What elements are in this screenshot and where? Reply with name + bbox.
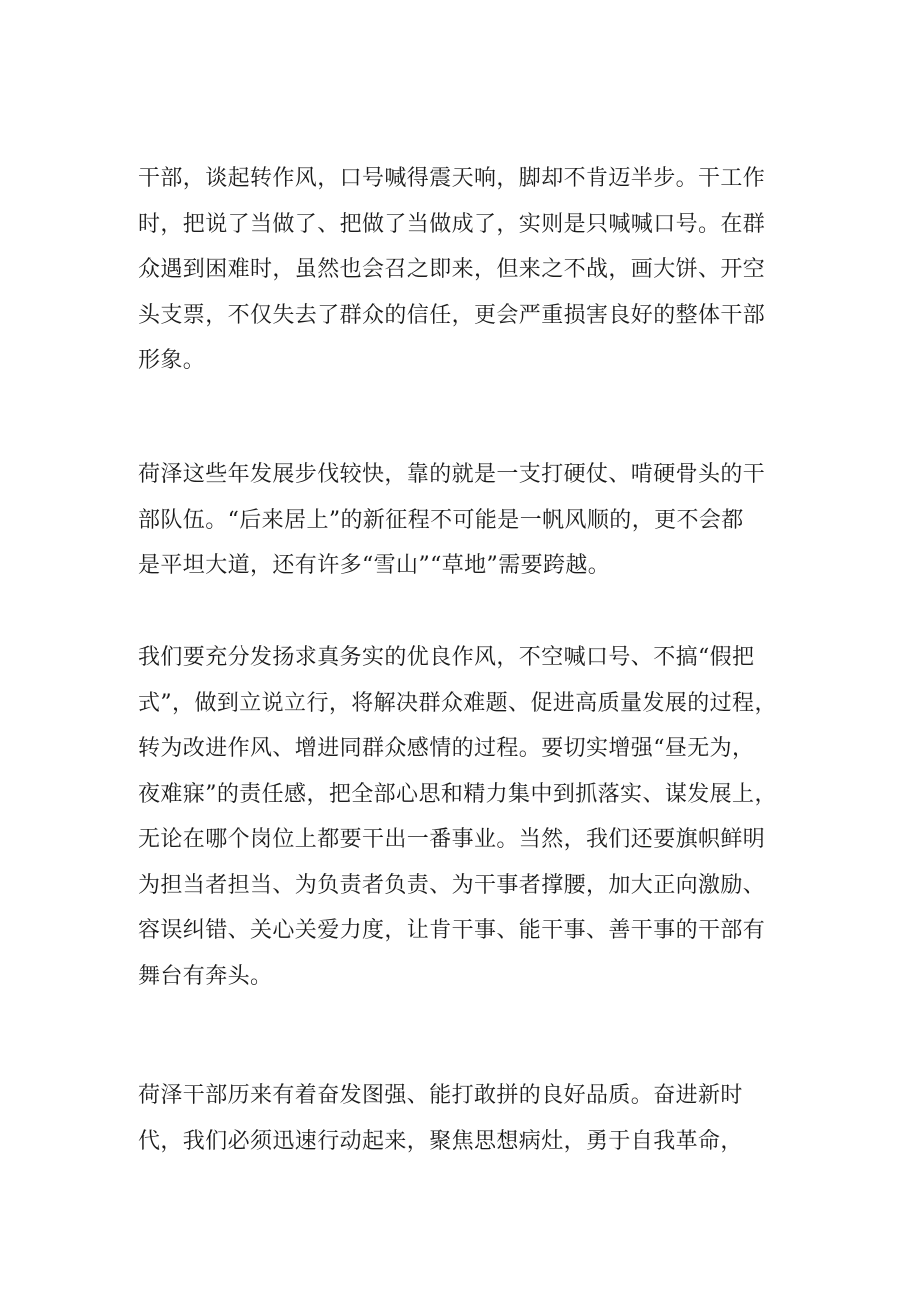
text-line: 转为改进作风、增进同群众感情的过程。要切实增强“昼无为， — [138, 736, 755, 761]
paragraph-4 — [138, 1073, 798, 1164]
text-line: 舞台有奔头。 — [138, 963, 273, 989]
text-line: 是平坦大道，还有许多“雪山”“草地”需要跨越。 — [138, 553, 611, 578]
text-line: 荷泽这些年发展步伐较快，靠的就是一支打硬仗、啃硬骨头的干 — [138, 462, 766, 487]
text-line: 为担当者担当、为负责者负责、为干事者撑腰，加大正向激励、 — [138, 872, 766, 898]
text-line: 头支票，不仅失去了群众的信任，更会严重损害良好的整体干部 — [138, 302, 766, 328]
text-line: 代，我们必须迅速行动起来，聚焦思想病灶，勇于自我革命， — [138, 1128, 743, 1154]
text-line: 时，把说了当做了、把做了当做成了，实则是只喊喊口号。在群 — [138, 211, 766, 237]
text-line: 荷泽干部历来有着奋发图强、能打敢拼的良好品质。奋进新时 — [138, 1083, 743, 1108]
paragraph-2 — [138, 452, 798, 589]
text-line: 无论在哪个岗位上都要干出一番事业。当然，我们还要旗帜鲜明 — [138, 827, 766, 852]
paragraph-3 — [138, 635, 798, 999]
text-line: 众遇到困难时，虽然也会召之即来，但来之不战，画大饼、开空 — [138, 257, 766, 282]
text-line: 干部，谈起转作风，口号喊得震天响，脚却不肯迈半步。干工作 — [138, 166, 766, 191]
paragraph-1 — [138, 156, 798, 384]
text-line: 式”，做到立说立行，将解决群众难题、促进高质量发展的过程， — [138, 690, 777, 716]
text-line: 部队伍。“后来居上”的新征程不可能是一帆风顺的，更不会都 — [138, 507, 744, 533]
text-line: 容误纠错、关心关爱力度，让肯干事、能干事、善干事的干部有 — [138, 918, 766, 943]
text-line: 夜难寐”的责任感，把全部心思和精力集中到抓落实、谋发展上， — [138, 781, 777, 807]
text-line: 我们要充分发扬求真务实的优良作风，不空喊口号、不搞“假把 — [138, 645, 755, 670]
text-line: 形象。 — [138, 348, 206, 373]
